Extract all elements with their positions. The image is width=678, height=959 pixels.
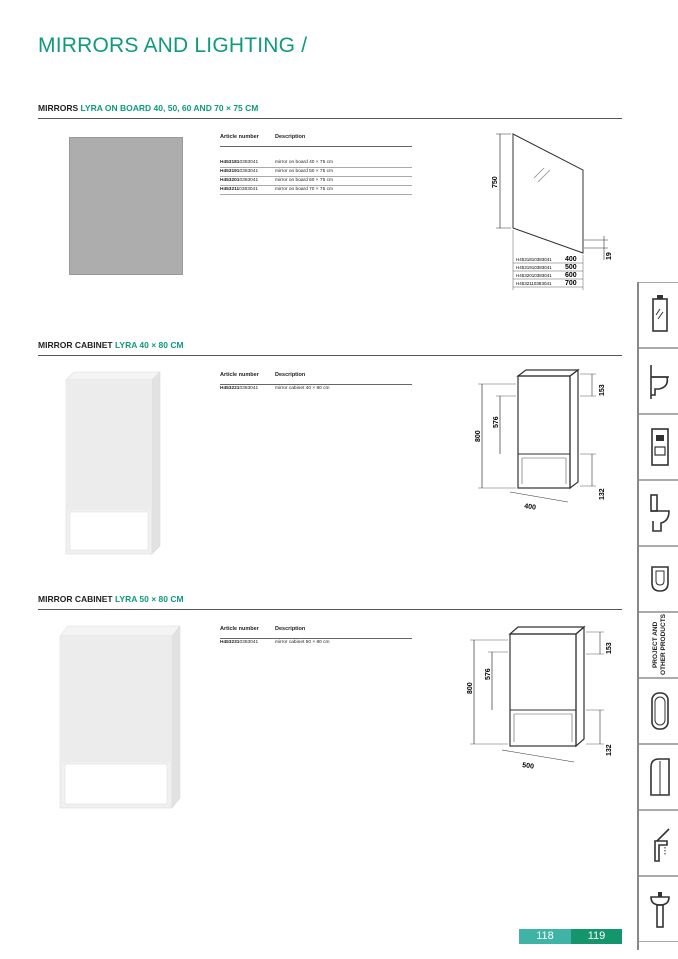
svg-text:153: 153 [606,642,613,654]
svg-text:600: 600 [565,272,577,279]
svg-text:132: 132 [606,744,613,756]
section-mirrors [38,103,622,119]
product-image-cabinet-50 [56,622,182,812]
tab-urinals[interactable] [639,546,678,612]
svg-text:800: 800 [475,430,482,442]
col-description: Description [275,134,306,140]
col-article-number: Article number [220,372,259,378]
svg-text:576: 576 [485,668,492,680]
table-row: H4532010383041 mirror on board 60 × 75 cm [220,177,412,186]
tab-bathtubs[interactable] [639,678,678,744]
table-row: H4532310383041 mirror cabinet 50 × 80 cm [220,640,330,645]
floor-toilet-icon [647,491,673,535]
urinal-icon [647,557,673,601]
product-image-mirror [69,137,183,275]
tab-mirrors[interactable] [639,282,678,348]
page-number-left: 118 [519,929,571,944]
section-cabinet-40 [38,340,622,356]
svg-text:400: 400 [523,503,537,512]
heading-main: MIRROR CABINET [38,594,113,604]
svg-text:132: 132 [599,488,606,500]
col-description: Description [275,626,306,632]
svg-text:H4532010383041: H4532010383041 [516,273,552,278]
technical-drawing-mirror [480,128,620,298]
col-article-number: Article number [220,134,259,140]
tab-faucets[interactable] [639,810,678,876]
mirror-icon [647,293,673,337]
col-description: Description [275,372,306,378]
table-row: H4531810383041 mirror on board 40 × 75 cm [220,159,412,168]
article-table [220,372,412,393]
section-heading [38,340,622,356]
dim-height: 750 [492,176,499,188]
tab-washbasins[interactable] [639,876,678,942]
svg-text:700: 700 [565,280,577,287]
section-cabinet-50 [38,594,622,610]
tab-floor-toilets[interactable] [639,480,678,546]
technical-drawing-cabinet-40 [468,368,618,513]
svg-text:400: 400 [565,256,577,263]
tab-shower-enclosures[interactable] [639,744,678,810]
category-sidebar [637,282,678,950]
table-header [220,134,412,147]
tab-wall-toilets[interactable] [639,348,678,414]
table-header [220,372,412,385]
section-heading [38,594,622,610]
heading-main: MIRRORS [38,103,79,113]
table-row: H4531910383041 mirror on board 50 × 75 cm [220,168,412,177]
table-header [220,626,412,639]
table-row: H4532110383041 mirror on board 70 × 75 cm [220,186,412,195]
heading-accent: LYRA ON BOARD 40, 50, 60 AND 70 × 75 CM [80,103,259,113]
svg-text:H4532110383041: H4532110383041 [516,281,552,286]
page-number-right: 119 [571,929,622,944]
washbasin-icon [647,887,673,931]
svg-text:576: 576 [493,416,500,428]
section-heading [38,103,622,119]
heading-main: MIRROR CABINET [38,340,113,350]
table-row: H4532210383041 mirror cabinet 40 × 80 cm [220,386,330,391]
col-article-number: Article number [220,626,259,632]
svg-text:800: 800 [467,682,474,694]
tab-project-products[interactable]: PROJECT AND OTHER PRODUCTS [639,612,678,678]
bathtub-icon [647,689,673,733]
svg-text:H4531810383041: H4531810383041 [516,257,552,262]
shower-enclosure-icon [647,755,673,799]
svg-text:153: 153 [599,384,606,396]
installation-frame-icon [647,425,673,469]
faucet-icon [647,821,673,865]
dim-depth: 19 [606,252,613,260]
product-image-cabinet-40 [62,368,162,558]
tab-installation[interactable] [639,414,678,480]
heading-accent: LYRA 50 × 80 CM [114,594,184,604]
svg-text:500: 500 [565,264,577,271]
page-title: MIRRORS AND LIGHTING / [38,34,308,57]
svg-text:H4531910383041: H4531910383041 [516,265,552,270]
article-table [220,134,412,195]
heading-accent: LYRA 40 × 80 CM [114,340,184,350]
wall-toilet-icon [647,359,673,403]
article-table [220,626,412,647]
svg-text:500: 500 [521,762,535,771]
technical-drawing-cabinet-50 [460,624,618,774]
